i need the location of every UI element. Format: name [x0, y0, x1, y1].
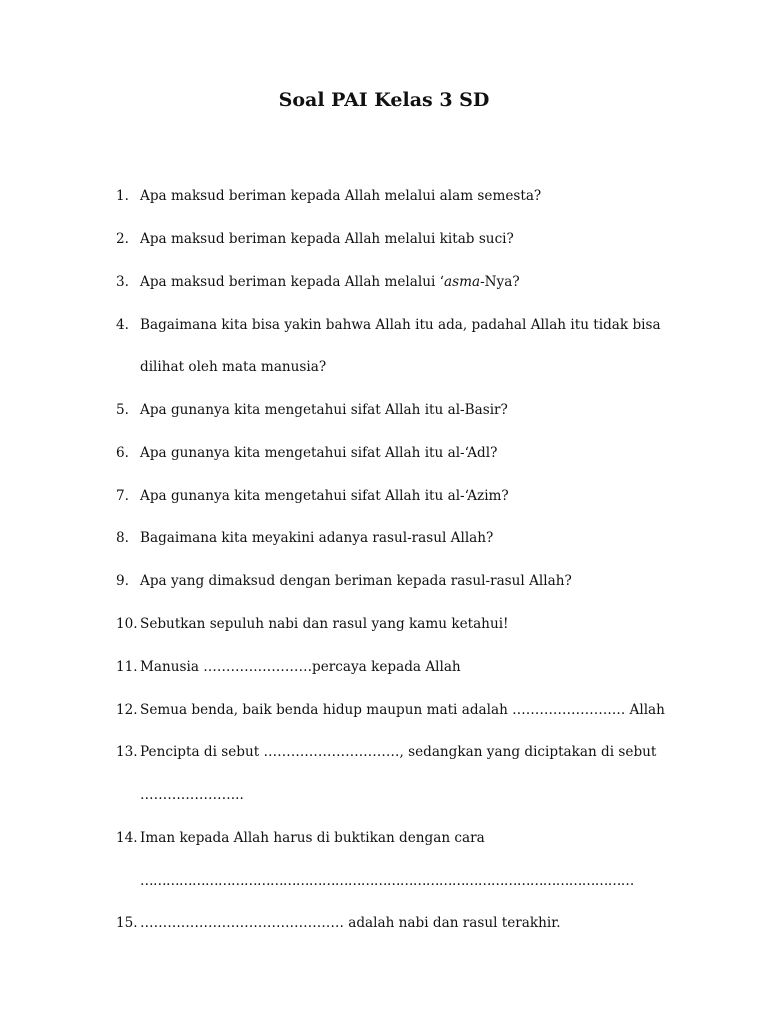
- question-number: 7.: [116, 488, 129, 504]
- question-number: 13.: [116, 744, 138, 760]
- question-text: Apa gunanya kita mengetahui sifat Allah itu al-Basir?: [140, 402, 508, 418]
- answer-blank: ……………………………………………………………………………………………………: [140, 873, 634, 889]
- question-text-italic: asma: [443, 274, 481, 290]
- question-number: 6.: [116, 445, 129, 461]
- question-text: Apa gunanya kita mengetahui sifat Allah itu al-‘Adl?: [140, 445, 498, 461]
- question-number: 10.: [116, 616, 138, 632]
- question-text: Bagaimana kita bisa yakin bahwa Allah itu ada, padahal Allah itu tidak bisa: [140, 317, 661, 333]
- question-number: 15.: [116, 915, 138, 931]
- question-number: 3.: [116, 274, 129, 290]
- question-number: 14.: [116, 830, 138, 846]
- question-text-part: -Nya?: [480, 274, 520, 290]
- question-text: Manusia ……………………percaya kepada Allah: [140, 659, 461, 675]
- question-number: 5.: [116, 402, 129, 418]
- question-text: Semua benda, baik benda hidup maupun mati adalah ……………………. Allah: [140, 702, 665, 718]
- question-number: 1.: [116, 188, 129, 204]
- question-text: [140, 271, 520, 293]
- question-number: 12.: [116, 702, 138, 718]
- question-text: Sebutkan sepuluh nabi dan rasul yang kamu ketahui!: [140, 616, 509, 632]
- question-text: Pencipta di sebut …………………………, sedangkan yang diciptakan di sebut: [140, 744, 657, 760]
- document-title: Soal PAI Kelas 3 SD: [278, 89, 490, 111]
- question-text: dilihat oleh mata manusia?: [140, 359, 327, 375]
- question-number: 9.: [116, 573, 129, 589]
- question-text: ……………………………………… adalah nabi dan rasul terakhir.: [140, 915, 561, 931]
- question-text: Bagaimana kita meyakini adanya rasul-rasul Allah?: [140, 530, 494, 546]
- question-text: Apa yang dimaksud dengan beriman kepada rasul-rasul Allah?: [140, 573, 572, 589]
- answer-blank: …………………..: [140, 787, 244, 803]
- question-text: Apa maksud beriman kepada Allah melalui alam semesta?: [140, 188, 542, 204]
- question-number: 11.: [116, 659, 138, 675]
- question-number: 8.: [116, 530, 129, 546]
- question-text: Apa maksud beriman kepada Allah melalui kitab suci?: [140, 231, 514, 247]
- question-text: Apa gunanya kita mengetahui sifat Allah itu al-‘Azim?: [140, 488, 509, 504]
- question-number: 4.: [116, 317, 129, 333]
- question-text-part: Apa maksud beriman kepada Allah melalui ‘: [140, 274, 444, 290]
- question-number: 2.: [116, 231, 129, 247]
- question-text: Iman kepada Allah harus di buktikan dengan cara: [140, 830, 485, 846]
